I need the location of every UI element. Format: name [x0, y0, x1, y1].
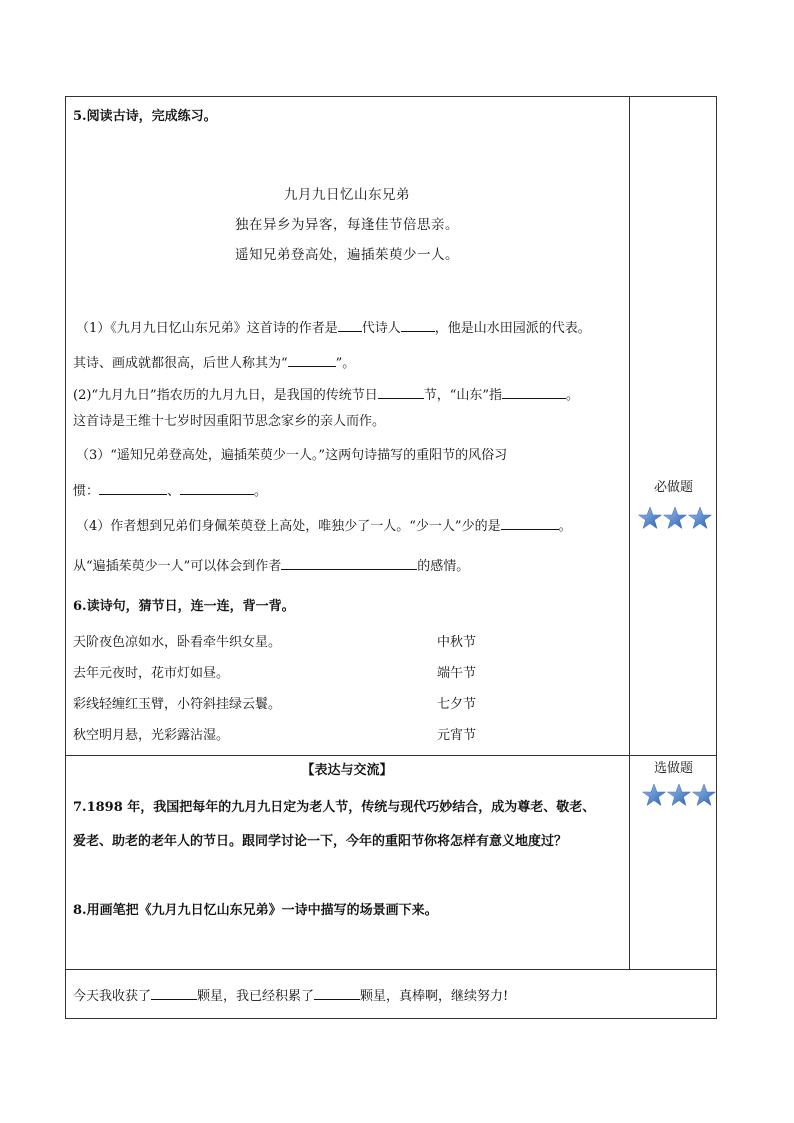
text: 惯：: [73, 484, 100, 499]
column-divider: [629, 96, 630, 970]
optional-label: 选做题: [653, 761, 693, 776]
q5-sub3-line2: [73, 480, 267, 501]
text: 。: [558, 519, 572, 534]
answer-blank[interactable]: [378, 384, 424, 399]
required-label: 必做题: [653, 480, 693, 495]
section2-title: 【表达与交流】: [301, 763, 393, 778]
q5-sub1-line2: [73, 352, 355, 373]
q5-sub4-line2: [73, 555, 469, 576]
star-icon: [667, 783, 691, 807]
text: 。: [566, 388, 580, 403]
answer-blank[interactable]: [180, 480, 254, 495]
row-divider-1: [65, 755, 717, 756]
text: （4）作者想到兄弟们身佩茱萸登上高处，唯独少了一人。“少一人”少的是: [76, 519, 501, 534]
poem-line-1: 独在异乡为异客，每逢佳节倍思亲。: [235, 217, 459, 233]
text: (2)“九月九日”指农历的九月九日，是我国的传统节日: [73, 388, 378, 403]
poem-line-2: 遥知兄弟登高处，遍插茱萸少一人。: [235, 247, 459, 263]
text: 、: [167, 484, 181, 499]
text: 代诗人: [361, 321, 401, 336]
verse-3[interactable]: 彩线轻缠红玉臂，小符斜挂绿云鬟。: [73, 697, 282, 712]
festival-2[interactable]: 端午节: [437, 666, 477, 681]
text: （1）《九月九日忆山东兄弟》这首诗的作者是: [76, 321, 338, 336]
text: 节，“山东”指: [423, 388, 503, 403]
q5-sub3-line1: （3）“遥知兄弟登高处，遍插茱萸少一人。”这两句诗描写的重阳节的风俗习: [76, 448, 508, 463]
q8-text: 8.用画笔把《九月九日忆山东兄弟》一诗中描写的场景画下来。: [73, 903, 438, 918]
q5-sub2-line1: [73, 384, 579, 405]
star-icon: [642, 783, 666, 807]
festival-3[interactable]: 七夕节: [437, 697, 477, 712]
text: 其诗、画成就都很高，后世人称其为“: [73, 356, 288, 371]
answer-blank[interactable]: [502, 384, 566, 399]
star-icon: [663, 506, 687, 530]
text: ，他是山水田园派的代表。: [434, 321, 591, 336]
q6-heading: 6.读诗句，猜节日，连一连，背一背。: [73, 599, 295, 614]
text: 的感情。: [417, 559, 470, 574]
answer-blank[interactable]: [401, 317, 435, 332]
q7-line-1: 7.1898 年，我国把每年的九月九日定为老人节，传统与现代巧妙结合，成为尊老、敬老、: [73, 800, 596, 815]
answer-blank[interactable]: [99, 480, 167, 495]
required-stars: [638, 506, 712, 530]
answer-blank[interactable]: [501, 515, 559, 530]
q7-line-2: 爱老、助老的老年人的节日。跟同学讨论一下，今年的重阳节你将怎样有意义地度过？: [73, 834, 568, 849]
q5-sub4-line1: [76, 515, 572, 536]
answer-blank[interactable]: [288, 352, 336, 367]
text: 今天我收获了: [73, 989, 152, 1004]
q5-heading: 5.阅读古诗，完成练习。: [73, 109, 217, 124]
stars-total-blank[interactable]: [314, 985, 360, 1000]
festival-1[interactable]: 中秋节: [437, 635, 477, 650]
q5-sub2-line2: 这首诗是王维十七岁时因重阳节思念家乡的亲人而作。: [73, 414, 386, 429]
answer-blank[interactable]: [281, 555, 417, 570]
q5-sub1-line1: [76, 317, 591, 338]
star-icon: [688, 506, 712, 530]
text: ”。: [335, 356, 356, 371]
answer-blank[interactable]: [338, 317, 362, 332]
optional-stars: [642, 783, 716, 807]
poem-title: 九月九日忆山东兄弟: [284, 187, 410, 203]
verse-2[interactable]: 去年元夜时，花市灯如昼。: [73, 666, 230, 681]
text: 颗星，我已经积累了: [197, 989, 315, 1004]
stars-earned-blank[interactable]: [151, 985, 197, 1000]
festival-4[interactable]: 元宵节: [437, 728, 477, 743]
text: 颗星，真棒啊，继续努力!: [360, 989, 509, 1004]
text: 从“遍插茱萸少一人”可以体会到作者: [73, 559, 282, 574]
footer-line: [73, 985, 508, 1006]
text: 。: [254, 484, 268, 499]
row-divider-2: [65, 969, 717, 970]
verse-1[interactable]: 天阶夜色凉如水，卧看牵牛织女星。: [73, 635, 282, 650]
verse-4[interactable]: 秋空明月悬，光彩露沾湿。: [73, 728, 230, 743]
star-icon: [638, 506, 662, 530]
star-icon: [692, 783, 716, 807]
